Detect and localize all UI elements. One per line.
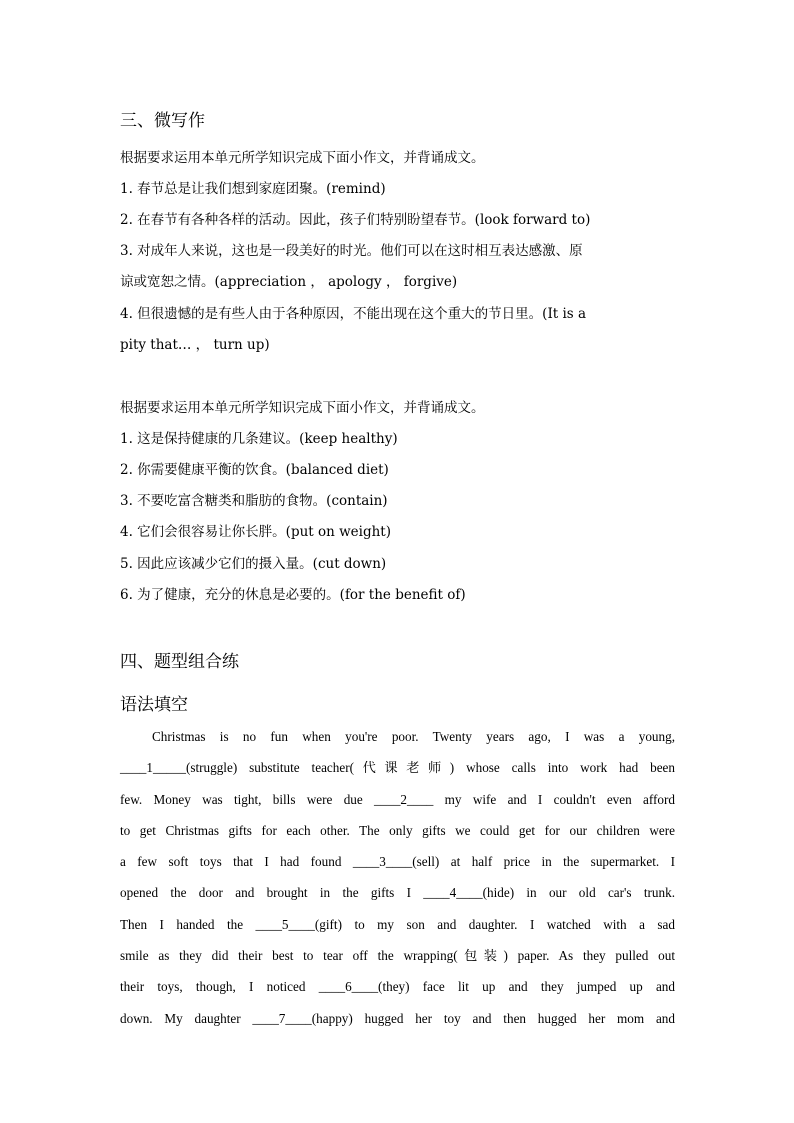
passage-line: Then I handed the ____5____(gift) to my son and daughter. I watched with a sad (120, 916, 675, 932)
section-3-title: 三、微写作 (120, 111, 205, 131)
part2-line: 1. 这是保持健康的几条建议。(keep healthy) (120, 431, 398, 447)
part1-instruction: 根据要求运用本单元所学知识完成下面小作文，并背诵成文。 (120, 150, 485, 166)
part1-line: pity that… ， turn up) (120, 337, 270, 353)
part1-line: 4. 但很遗憾的是有些人由于各种原因，不能出现在这个重大的节日里。(It is a (120, 306, 587, 322)
grammar-fill-passage (120, 721, 675, 1034)
part2-line: 4. 它们会很容易让你长胖。(put on weight) (120, 524, 391, 540)
part2-instruction: 根据要求运用本单元所学知识完成下面小作文，并背诵成文。 (120, 400, 485, 416)
passage-line: Christmas is no fun when you're poor. Twenty years ago, I was a young, (152, 729, 675, 744)
part2-line: 2. 你需要健康平衡的饮食。(balanced diet) (120, 462, 389, 478)
section-4-subtitle: 语法填空 (120, 695, 188, 715)
part2-line: 6. 为了健康，充分的休息是必要的。(for the benefit of) (120, 587, 466, 603)
part1-line: 2. 在春节有各种各样的活动。因此，孩子们特别盼望春节。(look forward to) (120, 212, 591, 228)
passage-line: smile as they did their best to tear off the wrapping(包装) paper. As they pulled out (120, 948, 675, 964)
passage-line: down. My daughter ____7____(happy) hugged her toy and then hugged her mom and (120, 1010, 675, 1026)
passage-line: few. Money was tight, bills were due ____2____ my wife and I couldn't even afford (120, 791, 675, 807)
passage-line: a few soft toys that I had found ____3____(sell) at half price in the supermarket. I (120, 854, 675, 870)
passage-line: ____1_____(struggle) substitute teacher(代课老师) whose calls into work had been (120, 760, 675, 776)
passage-line: their toys, though, I noticed ____6____(they) face lit up and they jumped up and (120, 979, 675, 995)
part2-line: 5. 因此应该减少它们的摄入量。(cut down) (120, 556, 387, 572)
part1-line: 1. 春节总是让我们想到家庭团聚。(remind) (120, 181, 386, 197)
passage-line: to get Christmas gifts for each other. The only gifts we could get for our children were (120, 822, 675, 838)
section-4-title: 四、题型组合练 (120, 652, 239, 672)
passage-line: opened the door and brought in the gifts I ____4____(hide) in our old car's trunk. (120, 885, 675, 901)
part1-line: 谅或宽恕之情。(appreciation ， apology ， forgive) (120, 274, 458, 290)
part1-line: 3. 对成年人来说，这也是一段美好的时光。他们可以在这时相互表达感激、原 (120, 243, 583, 259)
part2-line: 3. 不要吃富含糖类和脂肪的食物。(contain) (120, 493, 388, 509)
